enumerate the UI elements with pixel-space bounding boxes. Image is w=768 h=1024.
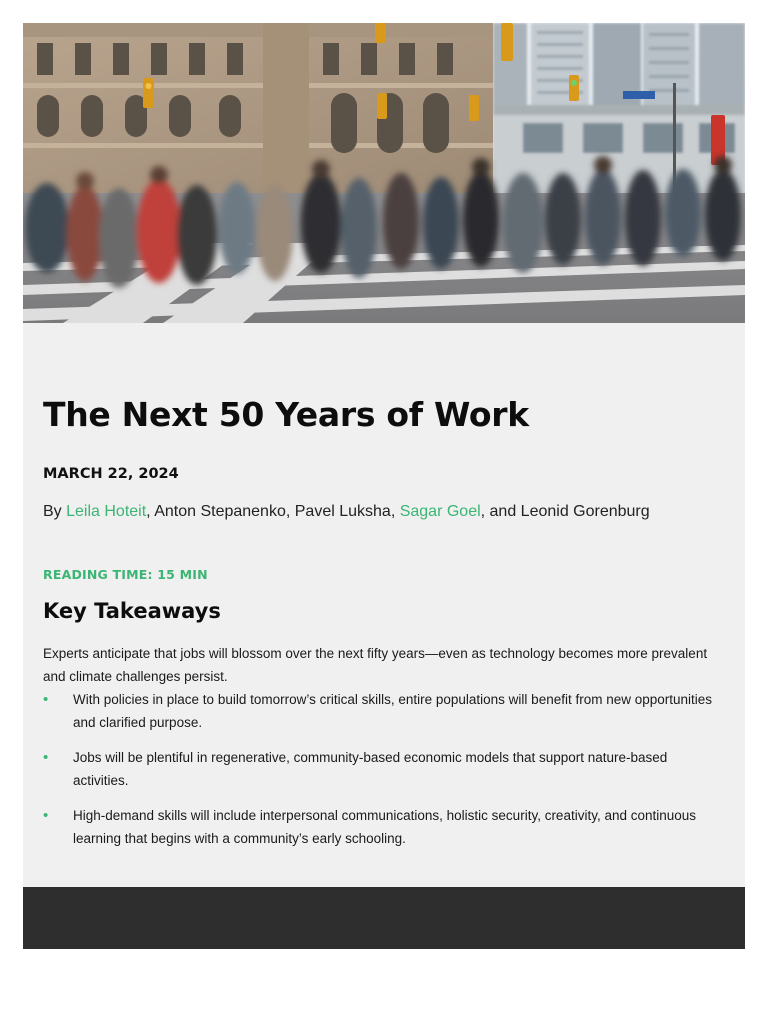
- publish-date: MARCH 22, 2024: [43, 466, 179, 482]
- footer-bar: [23, 887, 745, 949]
- byline-separator: ,: [390, 503, 400, 520]
- reading-time: READING TIME: 15 MIN: [43, 567, 208, 582]
- author-link-sagar-goel[interactable]: Sagar Goel: [399, 503, 481, 520]
- author-byline: [43, 502, 725, 522]
- takeaway-item: [43, 688, 713, 734]
- key-takeaways-intro: Experts anticipate that jobs will blossom over the next fifty years—even as technology becomes more prevalent and climate challenges persist.: [43, 646, 708, 684]
- author-link-leila-hoteit[interactable]: Leila Hoteit: [66, 503, 147, 520]
- author-name: Pavel Luksha: [294, 503, 391, 520]
- bullet-icon: •: [43, 807, 49, 824]
- bullet-icon: •: [43, 691, 49, 708]
- takeaway-item: [43, 746, 713, 792]
- bullet-icon: •: [43, 749, 49, 766]
- takeaway-text: Jobs will be plentiful in regenerative, community-based economic models that support nature-based activities.: [73, 750, 668, 788]
- article-header: [23, 323, 745, 887]
- byline-separator: , and: [480, 503, 521, 520]
- byline-prefix: By: [43, 503, 67, 520]
- author-name: Leonid Gorenburg: [520, 503, 650, 520]
- takeaway-text: High-demand skills will include interpersonal communications, holistic security, creativity, and continuous learning that begins with a community’s early schooling.: [73, 808, 697, 846]
- article-title: The Next 50 Years of Work: [43, 395, 529, 434]
- hero-image: [23, 23, 745, 323]
- article-card: [23, 23, 745, 949]
- author-name: Anton Stepanenko: [154, 503, 286, 520]
- byline-separator: ,: [146, 503, 155, 520]
- takeaway-text: With policies in place to build tomorrow’s critical skills, entire populations will benefit from new opportunities and clarified purpose.: [73, 692, 713, 730]
- key-takeaways-list: [43, 688, 725, 850]
- byline-separator: ,: [285, 503, 295, 520]
- key-takeaways-heading: Key Takeaways: [43, 599, 221, 623]
- takeaway-item: [43, 804, 713, 850]
